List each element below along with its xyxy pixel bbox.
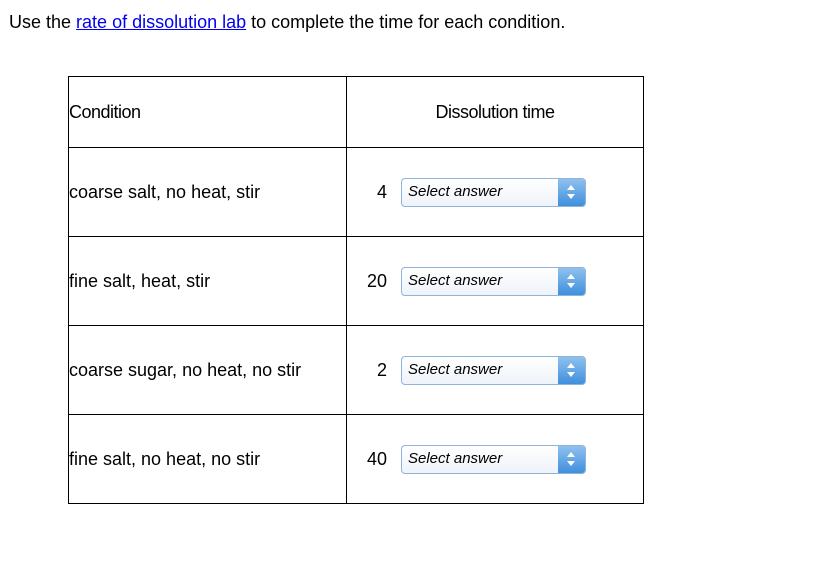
select-label: Select answer — [408, 271, 503, 289]
table-row — [69, 415, 644, 504]
answer-select[interactable] — [401, 178, 586, 207]
table-row — [69, 148, 644, 237]
answer-select[interactable] — [401, 267, 586, 296]
up-down-arrows-icon[interactable] — [558, 179, 585, 206]
dissolution-lab-link[interactable]: rate of dissolution lab — [76, 12, 247, 32]
time-value: 40 — [366, 448, 387, 469]
time-value: 20 — [366, 270, 387, 291]
time-value: 4 — [376, 181, 387, 202]
time-value: 2 — [376, 359, 387, 380]
condition-cell: fine salt, heat, stir — [69, 237, 347, 326]
answer-select[interactable] — [401, 445, 586, 474]
condition-header: Condition — [69, 77, 347, 148]
time-cell — [347, 148, 644, 237]
up-down-arrows-icon[interactable] — [558, 357, 585, 384]
select-label: Select answer — [408, 449, 503, 467]
time-cell — [347, 326, 644, 415]
dissolution-table — [68, 76, 644, 504]
condition-cell: fine salt, no heat, no stir — [69, 415, 347, 504]
instructions-text — [9, 11, 565, 33]
table-row — [69, 237, 644, 326]
condition-cell: coarse sugar, no heat, no stir — [69, 326, 347, 415]
select-label: Select answer — [408, 182, 503, 200]
answer-select[interactable] — [401, 356, 586, 385]
time-cell — [347, 415, 644, 504]
table-row — [69, 326, 644, 415]
condition-cell: coarse salt, no heat, stir — [69, 148, 347, 237]
instructions-prefix: Use the — [9, 12, 77, 32]
table-header-row — [69, 77, 644, 148]
select-label: Select answer — [408, 360, 503, 378]
up-down-arrows-icon[interactable] — [558, 446, 585, 473]
instructions-suffix: to complete the time for each condition. — [246, 12, 566, 32]
up-down-arrows-icon[interactable] — [558, 268, 585, 295]
dissolution-time-header: Dissolution time — [347, 77, 644, 148]
time-cell — [347, 237, 644, 326]
